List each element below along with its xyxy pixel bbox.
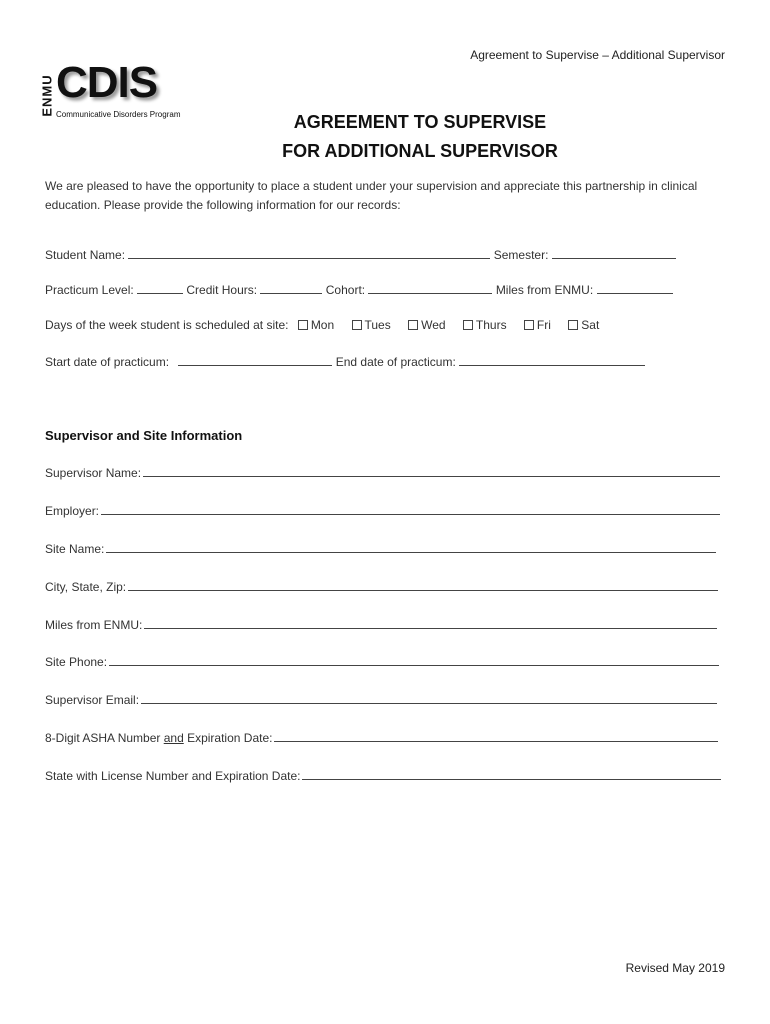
semester-label: Semester: xyxy=(493,248,549,262)
thurs-label: Thurs xyxy=(475,318,507,332)
mon-label: Mon xyxy=(310,318,335,332)
student-name-field[interactable] xyxy=(128,248,490,259)
license-field[interactable] xyxy=(302,778,721,780)
supervisor-email-row xyxy=(45,693,717,707)
logo-program-text: Communicative Disorders Program xyxy=(56,110,181,119)
mon-checkbox[interactable] xyxy=(298,320,308,330)
site-name-field[interactable] xyxy=(106,551,716,553)
title-line-1: AGREEMENT TO SUPERVISE xyxy=(293,112,547,132)
start-date-field[interactable] xyxy=(178,355,332,366)
site-phone-label: Site Phone: xyxy=(45,655,108,669)
employer-field[interactable] xyxy=(101,513,720,515)
miles-from-enmu-field[interactable] xyxy=(597,283,673,294)
page-header: Agreement to Supervise – Additional Supervisor xyxy=(470,48,725,62)
practicum-row xyxy=(45,283,673,297)
asha-row xyxy=(45,731,718,745)
miles-from-enmu-label: Miles from ENMU: xyxy=(495,283,594,297)
site-name-row xyxy=(45,542,716,556)
fri-checkbox[interactable] xyxy=(524,320,534,330)
tues-label: Tues xyxy=(364,318,391,332)
thurs-checkbox[interactable] xyxy=(463,320,473,330)
employer-row xyxy=(45,504,720,518)
sat-checkbox[interactable] xyxy=(568,320,578,330)
dates-row xyxy=(45,355,645,369)
student-name-label: Student Name: xyxy=(45,248,126,262)
site-miles-row xyxy=(45,618,717,632)
supervisor-name-label: Supervisor Name: xyxy=(45,466,142,480)
city-state-zip-label: City, State, Zip: xyxy=(45,580,127,594)
logo-enmu-text: ENMU xyxy=(39,74,55,117)
section-heading: Supervisor and Site Information xyxy=(45,428,243,443)
site-name-label: Site Name: xyxy=(45,542,105,556)
supervisor-email-field[interactable] xyxy=(141,702,717,704)
student-name-row xyxy=(45,248,676,262)
wed-checkbox[interactable] xyxy=(408,320,418,330)
asha-field[interactable] xyxy=(274,740,718,742)
credit-hours-field[interactable] xyxy=(260,283,322,294)
cohort-label: Cohort: xyxy=(325,283,366,297)
credit-hours-label: Credit Hours: xyxy=(186,283,258,297)
sat-label: Sat xyxy=(581,318,600,332)
days-label: Days of the week student is scheduled at site: xyxy=(45,318,289,332)
practicum-level-label: Practicum Level: xyxy=(45,283,134,297)
site-miles-field[interactable] xyxy=(144,627,717,629)
license-row xyxy=(45,769,721,783)
start-date-label: Start date of practicum: xyxy=(45,355,170,369)
logo-cdis-text: CDIS xyxy=(56,58,158,107)
end-date-label: End date of practicum: xyxy=(335,355,456,369)
site-phone-row xyxy=(45,655,719,669)
supervisor-name-row xyxy=(45,466,720,480)
wed-label: Wed xyxy=(421,318,446,332)
practicum-level-field[interactable] xyxy=(137,283,183,294)
site-miles-label: Miles from ENMU: xyxy=(45,618,143,632)
site-phone-field[interactable] xyxy=(109,664,719,666)
fri-label: Fri xyxy=(536,318,551,332)
semester-field[interactable] xyxy=(552,248,676,259)
intro-paragraph: We are pleased to have the opportunity to place a student under your supervision and appreciate this partnership in clinical education. Please provide the following information for our records: xyxy=(45,179,698,212)
days-row xyxy=(45,318,599,332)
supervisor-name-field[interactable] xyxy=(143,475,720,477)
employer-label: Employer: xyxy=(45,504,100,518)
tues-checkbox[interactable] xyxy=(352,320,362,330)
revised-date: Revised May 2019 xyxy=(625,961,725,975)
asha-label: 8-Digit ASHA Number and Expiration Date: xyxy=(45,731,273,745)
city-state-zip-row xyxy=(45,580,718,594)
document-title xyxy=(0,108,770,166)
end-date-field[interactable] xyxy=(459,355,645,366)
supervisor-email-label: Supervisor Email: xyxy=(45,693,140,707)
cohort-field[interactable] xyxy=(368,283,492,294)
license-label: State with License Number and Expiration Date: xyxy=(45,769,301,783)
title-line-2: FOR ADDITIONAL SUPERVISOR xyxy=(282,141,558,161)
city-state-zip-field[interactable] xyxy=(128,589,718,591)
